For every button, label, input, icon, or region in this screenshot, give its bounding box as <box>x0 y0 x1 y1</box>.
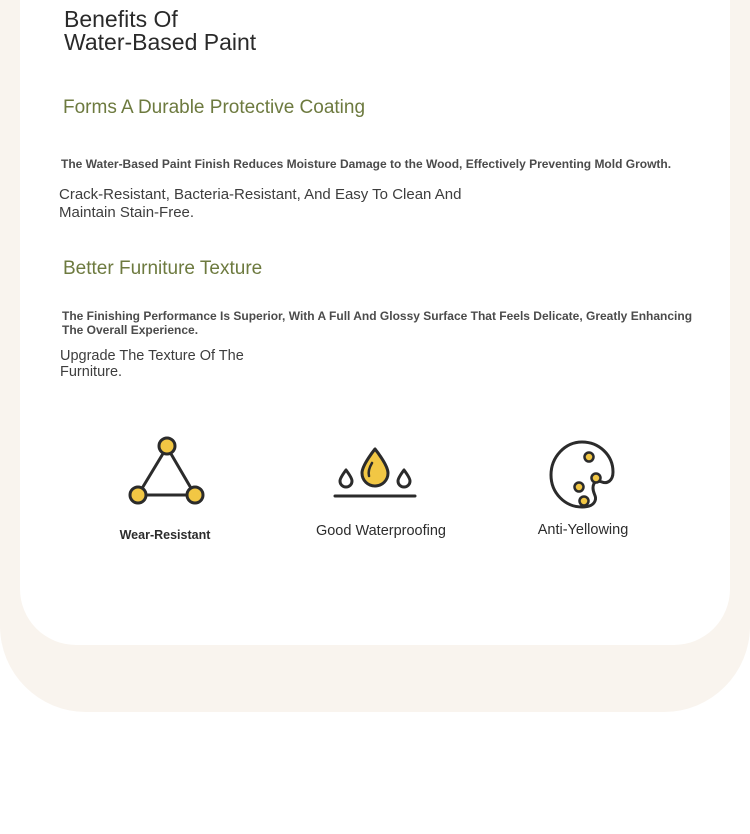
page-title-line-2: Water-Based Paint <box>64 29 257 55</box>
paint-palette-icon <box>547 438 617 510</box>
section-heading-furniture-texture: Better Furniture Texture <box>63 258 263 279</box>
benefits-card <box>20 0 730 645</box>
page-title-line-1: Benefits Of <box>64 6 178 32</box>
section-heading-protective-coating: Forms A Durable Protective Coating <box>63 97 366 118</box>
section-highlight-protective-coating: Crack-Resistant, Bacteria-Resistant, And Easy To Clean And Maintain Stain-Free. <box>59 186 462 221</box>
page-title <box>64 8 256 54</box>
section-description-furniture-texture: The Finishing Performance Is Superior, With A Full And Glossy Surface That Feels Delicate, Greatly Enhancing The Overall Experience. <box>62 309 693 337</box>
feature-label-waterproofing: Good Waterproofing <box>315 523 447 539</box>
section-highlight-furniture-texture: Upgrade The Texture Of The Furniture. <box>60 348 244 380</box>
water-drops-icon <box>332 445 418 501</box>
triangle-nodes-icon <box>126 434 208 508</box>
section-description-protective-coating: The Water-Based Paint Finish Reduces Moisture Damage to the Wood, Effectively Preventing Mold Growth. <box>61 157 672 171</box>
feature-label-wear-resistant: Wear-Resistant <box>119 528 211 542</box>
feature-label-anti-yellowing: Anti-Yellowing <box>537 522 629 538</box>
